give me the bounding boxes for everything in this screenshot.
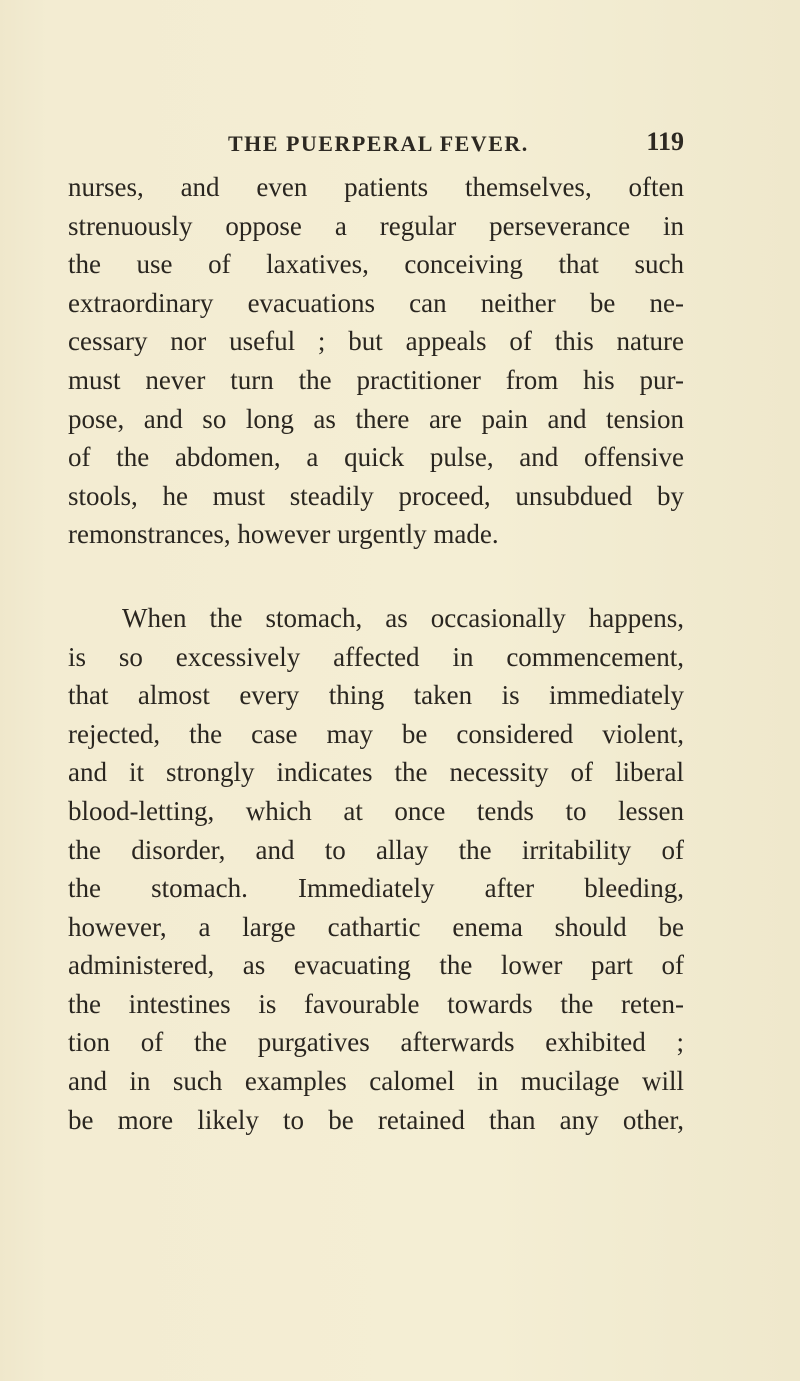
- running-title: THE PUERPERAL FEVER.: [228, 131, 529, 156]
- text-line: rejected, the case may be considered violent,: [68, 718, 684, 749]
- text-line: however, a large cathartic enema should be: [68, 911, 684, 942]
- text-line: cessary nor useful ; but appeals of this nature: [68, 326, 684, 357]
- text-line: the stomach. Immediately after bleeding,: [68, 873, 684, 904]
- text-line: be more likely to be retained than any other,: [68, 1104, 684, 1135]
- text-line: tion of the purgatives afterwards exhibited ;: [68, 1027, 684, 1058]
- text-line: is so excessively affected in commencement,: [68, 641, 684, 672]
- paragraph-spacer: [68, 554, 684, 599]
- running-head: [68, 127, 684, 161]
- text-line: and it strongly indicates the necessity of liberal: [68, 757, 684, 788]
- paragraph-2: [68, 599, 684, 1139]
- text-line: nurses, and even patients themselves, often: [68, 172, 684, 202]
- text-line: blood-letting, which at once tends to lessen: [68, 795, 684, 826]
- text-line: the intestines is favourable towards the reten-: [68, 988, 684, 1019]
- text-line: stools, he must steadily proceed, unsubdued by: [68, 480, 684, 511]
- page-number: 119: [646, 127, 684, 156]
- text-line: administered, as evacuating the lower part of: [68, 950, 684, 981]
- text-line: remonstrances, however urgently made.: [68, 519, 499, 550]
- paragraph-1: [68, 168, 684, 554]
- text-line: must never turn the practitioner from his pur-: [68, 364, 684, 395]
- text-line: the disorder, and to allay the irritability of: [68, 834, 684, 865]
- text-line: strenuously oppose a regular perseverance in: [68, 210, 684, 241]
- text-line: that almost every thing taken is immediately: [68, 680, 684, 711]
- text-line: and in such examples calomel in mucilage will: [68, 1066, 684, 1097]
- text-line: the use of laxatives, conceiving that such: [68, 249, 684, 280]
- text-line: of the abdomen, a quick pulse, and offensive: [68, 442, 684, 473]
- text-line: When the stomach, as occasionally happens,: [122, 602, 684, 633]
- text-line: extraordinary evacuations can neither be ne-: [68, 287, 684, 318]
- body-text: [68, 168, 684, 1139]
- text-line: pose, and so long as there are pain and tension: [68, 403, 684, 434]
